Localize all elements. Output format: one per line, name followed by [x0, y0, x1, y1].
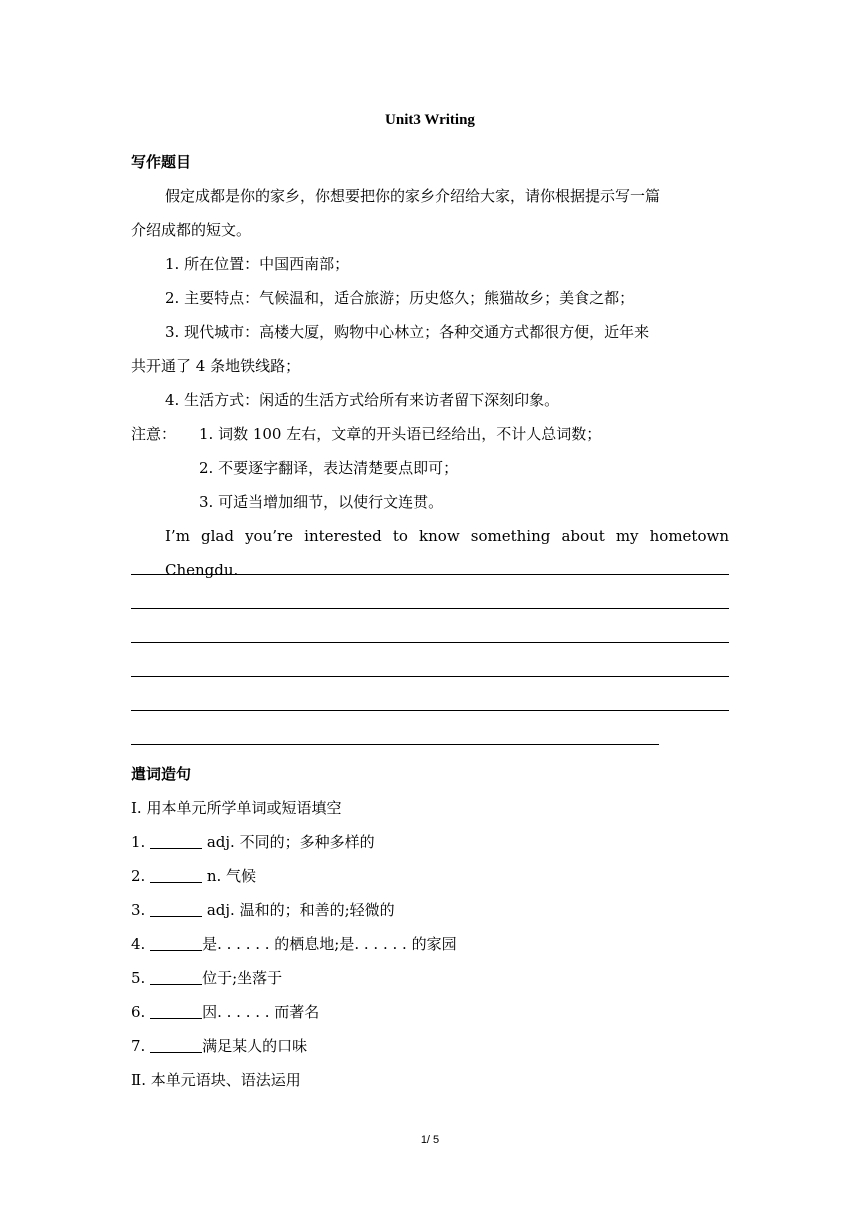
- answer-line-6[interactable]: [131, 723, 729, 757]
- point-4: 4. 生活方式：闲适的生活方式给所有来访者留下深刻印象。: [165, 391, 560, 409]
- section-heading-vocab: 遣词造句: [131, 765, 192, 783]
- part2-title: Ⅱ. 本单元语块、语法运用: [131, 1071, 301, 1089]
- vocab-item-2: 2. n. 气候: [131, 867, 257, 885]
- vocab-item-3: 3. adj. 温和的；和善的;轻微的: [131, 901, 395, 919]
- fill-blank-6[interactable]: [150, 1004, 202, 1019]
- point-1: 1. 所在位置：中国西南部；: [165, 255, 350, 273]
- opening-sentence: I’m glad you’re interested to know something about my hometown Chengdu.: [165, 527, 729, 579]
- point-2: 2. 主要特点：气候温和，适合旅游；历史悠久；熊猫故乡；美食之都；: [165, 289, 635, 307]
- fill-blank-5[interactable]: [150, 970, 202, 985]
- answer-line-5[interactable]: [131, 689, 729, 723]
- answer-line-2[interactable]: [131, 587, 729, 621]
- page-number: 1/ 5: [420, 1134, 440, 1146]
- part1-title: I. 用本单元所学单词或短语填空: [131, 799, 342, 817]
- page-title: Unit3 Writing: [385, 112, 475, 128]
- section-heading-writing: 写作题目: [131, 153, 192, 171]
- note-3: 3. 可适当增加细节，以使行文连贯。: [199, 493, 444, 511]
- point-3: 3. 现代城市：高楼大厦，购物中心林立；各种交通方式都很方便，近年来: [165, 323, 650, 341]
- vocab-item-7: 7. 满足某人的口味: [131, 1037, 308, 1055]
- point-3-continued: 共开通了 4 条地铁线路；: [131, 357, 301, 375]
- note-2: 2. 不要逐字翻译，表达清楚要点即可；: [199, 459, 459, 477]
- answer-line-4[interactable]: [131, 655, 729, 689]
- fill-blank-4[interactable]: [150, 936, 202, 951]
- vocab-item-1: 1. adj. 不同的；多种多样的: [131, 833, 375, 851]
- answer-line-1[interactable]: [131, 553, 729, 587]
- prompt-line-1: 假定成都是你的家乡，你想要把你的家乡介绍给大家，请你根据提示写一篇: [165, 187, 661, 205]
- answer-line-3[interactable]: [131, 621, 729, 655]
- note-label: 注意：: [131, 425, 177, 443]
- note-1: 1. 词数 100 左右，文章的开头语已经给出，不计人总词数；: [199, 425, 602, 443]
- fill-blank-2[interactable]: [150, 868, 202, 883]
- fill-blank-3[interactable]: [150, 902, 202, 917]
- prompt-line-2: 介绍成都的短文。: [131, 221, 252, 239]
- vocab-item-4: 4. 是. . . . . . 的栖息地;是. . . . . . 的家园: [131, 935, 457, 953]
- note-row-1: [131, 417, 729, 451]
- fill-blank-1[interactable]: [150, 834, 202, 849]
- content-body: [131, 145, 729, 1097]
- vocab-item-5: 5. 位于;坐落于: [131, 969, 283, 987]
- fill-blank-7[interactable]: [150, 1038, 202, 1053]
- vocab-item-6: 6. 因. . . . . . 而著名: [131, 1003, 320, 1021]
